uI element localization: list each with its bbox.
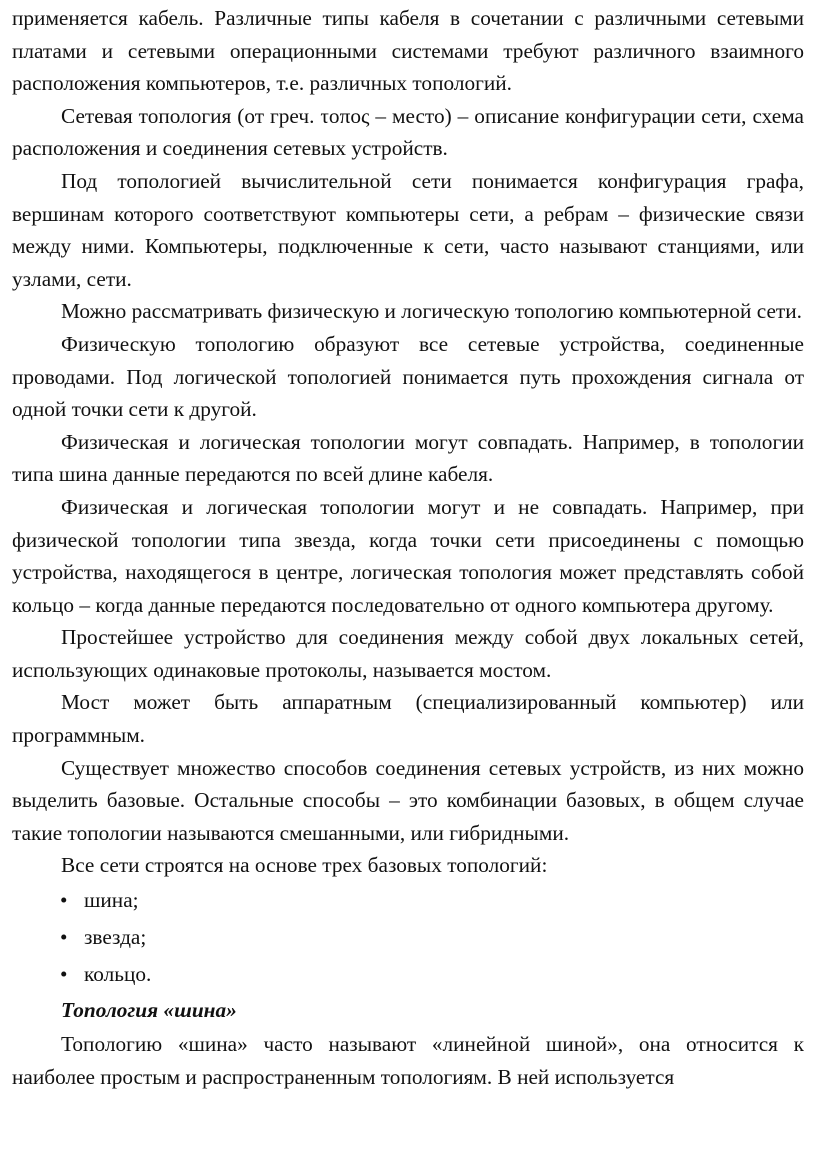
bullet-icon: • [60,888,68,913]
paragraph-9: Мост может быть аппаратным (специализированный компьютер) или программным. [12,690,804,748]
list-item-text: кольцо. [84,962,152,987]
paragraph-2: Сетевая топология (от греч. τοπος – место) – описание конфигурации сети, схема расположения и соединения сетевых устройств. [12,103,804,161]
section-heading: Топология «шина» [61,998,237,1023]
paragraph-10: Существует множество способов соединения сетевых устройств, из них можно выделить базовые. Остальные способы – это комбинации базовых, в общем случае такие топологии называются смешанными, или гибридными. [12,755,804,845]
document-page [12,2,804,1093]
paragraph-bottom: Топологию «шина» часто называют «линейной шиной», она относится к наиболее простым и распространенным топологиям. В ней используется [12,1032,804,1089]
topology-list [12,882,804,993]
list-item-text: звезда; [84,925,147,950]
paragraph-3: Под топологией вычислительной сети понимается конфигурация графа, вершинам которого соответствуют компьютеры сети, а ребрам – физические связи между ними. Компьютеры, подключенные к сети, часто называют станциями, или узлами, сети. [12,168,804,291]
bullet-icon: • [60,925,68,950]
paragraph-7: Физическая и логическая топологии могут и не совпадать. Например, при физической топологии типа звезда, когда точки сети присоединены с помощью устройства, находящегося в центре, логическая топология может представлять собой кольцо – когда данные передаются последовательно от одного компьютера другому. [12,494,804,617]
list-item-text: шина; [84,888,139,913]
list-item [12,919,804,956]
paragraph-11: Все сети строятся на основе трех базовых топологий: [61,853,548,878]
paragraph-8: Простейшее устройство для соединения между собой двух локальных сетей, использующих одинаковые протоколы, называется мостом. [12,625,804,682]
bullet-icon: • [60,962,68,987]
paragraph-1: применяется кабель. Различные типы кабеля в сочетании с различными сетевыми платами и сетевыми операционными системами требуют различного взаимного расположения компьютеров, т.е. различных топологий. [12,6,804,96]
paragraph-6: Физическая и логическая топологии могут совпадать. Например, в топологии типа шина данные передаются по всей длине кабеля. [12,429,804,487]
paragraph-5: Физическую топологию образуют все сетевые устройства, соединенные проводами. Под логической топологией понимается путь прохождения сигнала от одной точки сети к другой. [12,331,804,422]
list-item [12,956,804,993]
list-item [12,882,804,919]
paragraph-4: Можно рассматривать физическую и логическую топологию компьютерной сети. [61,299,802,324]
